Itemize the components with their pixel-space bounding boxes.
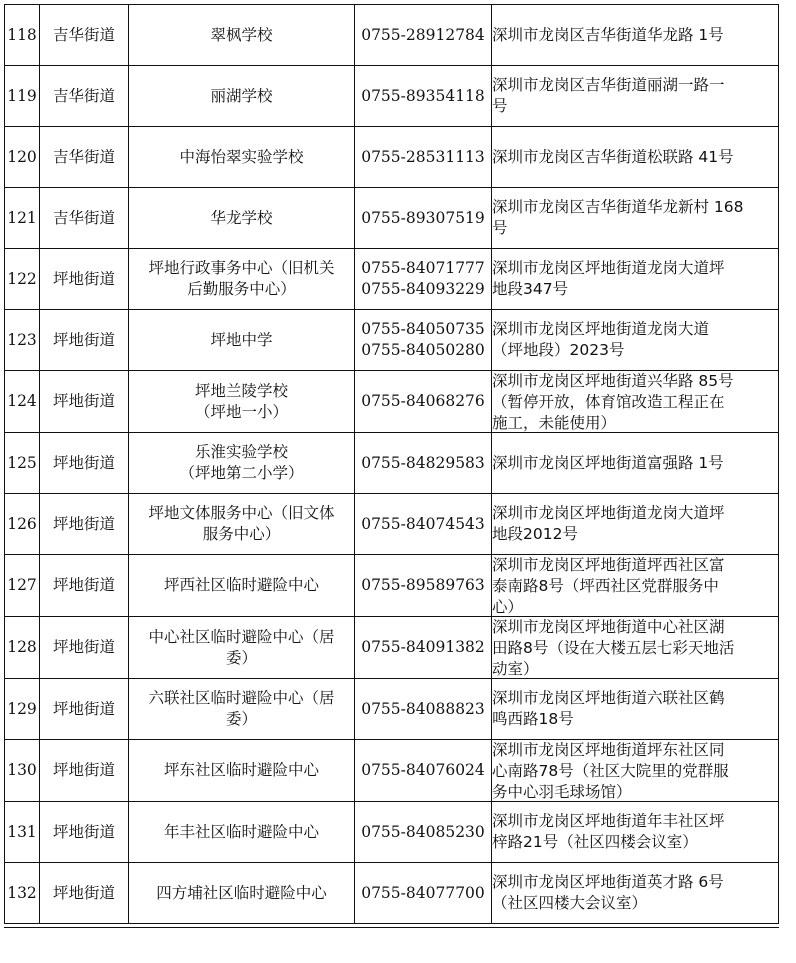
row-number-cell	[5, 802, 40, 863]
phone-cell	[355, 494, 492, 555]
phone-cell	[355, 127, 492, 188]
shelter-name-line: （坪地第二小学）	[179, 464, 304, 482]
shelter-name-line: 服务中心）	[202, 525, 281, 543]
address-line: 动室）	[492, 660, 539, 678]
street-cell	[40, 188, 129, 249]
shelter-name-cell	[129, 249, 355, 310]
address-text	[492, 688, 778, 730]
table-row	[5, 494, 779, 555]
shelter-table-body	[5, 5, 779, 924]
address-text	[492, 555, 778, 616]
row-number: 118	[7, 25, 37, 44]
row-number-cell	[5, 494, 40, 555]
street-cell	[40, 127, 129, 188]
street-name: 坪地街道	[52, 392, 115, 410]
address-line: 深圳市龙岗区吉华街道丽湖一路一	[492, 76, 725, 94]
row-number: 122	[7, 269, 37, 288]
table-row	[5, 127, 779, 188]
address-cell	[492, 66, 779, 127]
row-number: 125	[7, 453, 37, 472]
phone-number: 0755-84074543	[361, 514, 485, 533]
street-name: 坪地街道	[52, 514, 115, 533]
phone-number: 0755-84088823	[361, 699, 485, 718]
phone-number: 0755-84050280	[361, 341, 485, 359]
shelter-name-line: 年丰社区临时避险中心	[163, 822, 319, 841]
phone-number: 0755-84085230	[361, 822, 485, 841]
address-line: 深圳市龙岗区坪地街道坪西社区富	[492, 556, 725, 574]
row-number-cell	[5, 188, 40, 249]
address-line: 深圳市龙岗区吉华街道华龙路 1号	[492, 25, 724, 44]
phone-cell	[355, 371, 492, 433]
row-number-cell	[5, 679, 40, 740]
shelter-name-cell	[129, 310, 355, 371]
shelter-name-line: 乐淮实验学校	[194, 443, 288, 461]
address-line: 深圳市龙岗区坪地街道龙岗大道坪	[492, 504, 725, 522]
phone-cell	[355, 433, 492, 494]
phone-number: 0755-28912784	[361, 25, 485, 44]
phone-number: 0755-84050735	[361, 320, 485, 338]
row-number: 132	[7, 883, 37, 902]
address-text	[492, 503, 778, 545]
table-row	[5, 679, 779, 740]
row-number-cell	[5, 127, 40, 188]
address-text	[492, 75, 778, 117]
row-number: 127	[7, 576, 37, 594]
phone-cell	[355, 310, 492, 371]
shelter-name-line: 后勤服务中心）	[187, 280, 296, 298]
phone-number: 0755-89589763	[361, 576, 485, 594]
row-number-cell	[5, 249, 40, 310]
shelter-name-line: 丽湖学校	[210, 86, 273, 105]
table-row	[5, 249, 779, 310]
phone-number: 0755-84091382	[361, 638, 485, 656]
address-line: 深圳市龙岗区坪地街道年丰社区坪	[492, 812, 725, 830]
street-name: 坪地街道	[52, 638, 115, 656]
street-name: 坪地街道	[52, 576, 115, 594]
shelter-name-line: 坪东社区临时避险中心	[163, 761, 319, 779]
shelter-name-line: 坪地行政事务中心（旧机关	[148, 259, 335, 277]
street-cell	[40, 310, 129, 371]
table-row	[5, 433, 779, 494]
row-number: 119	[7, 86, 37, 105]
shelter-name-cell	[129, 5, 355, 66]
street-cell	[40, 5, 129, 66]
street-cell	[40, 679, 129, 740]
shelter-name-cell	[129, 494, 355, 555]
row-number: 126	[7, 514, 37, 533]
address-line: 深圳市龙岗区吉华街道松联路 41号	[492, 147, 734, 166]
street-name: 吉华街道	[52, 147, 115, 166]
table-row	[5, 5, 779, 66]
street-cell	[40, 863, 129, 924]
street-name: 坪地街道	[52, 761, 115, 779]
street-name: 吉华街道	[52, 208, 115, 227]
address-line: 号	[492, 97, 508, 115]
address-text	[492, 872, 778, 914]
shelter-name-cell	[129, 740, 355, 802]
shelter-name-line: （坪地一小）	[194, 402, 288, 421]
phone-number: 0755-84829583	[361, 453, 485, 472]
shelter-name-line: 坪地兰陵学校	[194, 381, 288, 400]
street-name: 坪地街道	[52, 699, 115, 718]
row-number-cell	[5, 740, 40, 802]
address-line: 深圳市龙岗区坪地街道龙岗大道坪	[492, 259, 725, 277]
row-number: 124	[7, 392, 37, 410]
street-cell	[40, 555, 129, 617]
address-cell	[492, 310, 779, 371]
street-name: 坪地街道	[52, 269, 115, 288]
phone-number: 0755-89354118	[361, 86, 485, 105]
phone-number: 0755-84068276	[361, 392, 485, 410]
phone-number: 0755-84076024	[361, 761, 485, 779]
row-number: 130	[7, 761, 37, 779]
address-cell	[492, 617, 779, 679]
address-line: 深圳市龙岗区坪地街道六联社区鹤	[492, 689, 725, 707]
shelter-name-line: 委）	[225, 648, 257, 667]
table-row	[5, 188, 779, 249]
table-row	[5, 802, 779, 863]
address-text	[492, 25, 778, 46]
table-row	[5, 863, 779, 924]
table-row	[5, 66, 779, 127]
address-cell	[492, 494, 779, 555]
street-cell	[40, 617, 129, 679]
shelter-name-cell	[129, 66, 355, 127]
shelter-name-line: 坪地文体服务中心（旧文体	[148, 504, 335, 522]
phone-cell	[355, 617, 492, 679]
table-row	[5, 555, 779, 617]
address-line: 深圳市龙岗区吉华街道华龙新村 168	[492, 198, 744, 216]
row-number: 131	[7, 822, 37, 841]
shelter-name-line: 华龙学校	[210, 208, 273, 227]
address-line: 心南路78号（社区大院里的党群服	[492, 762, 729, 780]
shelter-name-cell	[129, 617, 355, 679]
shelter-name-cell	[129, 555, 355, 617]
address-text	[492, 258, 778, 300]
phone-cell	[355, 249, 492, 310]
address-line: 心）	[492, 598, 524, 616]
street-cell	[40, 494, 129, 555]
row-number-cell	[5, 433, 40, 494]
street-name: 吉华街道	[52, 25, 115, 44]
row-number: 123	[7, 330, 37, 349]
row-number-cell	[5, 863, 40, 924]
address-cell	[492, 371, 779, 433]
address-line: 鸣西路18号	[492, 710, 574, 728]
row-number-cell	[5, 310, 40, 371]
address-cell	[492, 555, 779, 617]
address-cell	[492, 188, 779, 249]
phone-cell	[355, 66, 492, 127]
row-number: 129	[7, 699, 37, 718]
address-line: 深圳市龙岗区坪地街道富强路 1号	[492, 453, 724, 472]
address-text	[492, 147, 778, 168]
address-line: 深圳市龙岗区坪地街道龙岗大道	[492, 320, 710, 338]
street-cell	[40, 433, 129, 494]
phone-cell	[355, 679, 492, 740]
street-cell	[40, 802, 129, 863]
address-line: 务中心羽毛球场馆）	[492, 783, 632, 801]
shelter-name-line: 坪西社区临时避险中心	[163, 576, 319, 594]
address-line: 深圳市龙岗区坪地街道中心社区湖	[492, 618, 725, 636]
address-line: 地段347号	[492, 280, 569, 298]
street-cell	[40, 371, 129, 433]
row-number: 128	[7, 638, 37, 656]
address-text	[492, 811, 778, 853]
row-number: 121	[7, 208, 37, 227]
address-text	[492, 371, 778, 432]
address-line: 田路8号（设在大楼五层七彩天地活	[492, 639, 735, 657]
address-text	[492, 319, 778, 361]
table-row	[5, 617, 779, 679]
address-cell	[492, 863, 779, 924]
address-text	[492, 197, 778, 239]
street-name: 坪地街道	[52, 883, 115, 902]
shelter-table	[4, 4, 779, 924]
shelter-name-cell	[129, 433, 355, 494]
shelter-name-line: 坪地中学	[210, 330, 273, 349]
table-row	[5, 310, 779, 371]
phone-cell	[355, 188, 492, 249]
table-row	[5, 371, 779, 433]
phone-cell	[355, 740, 492, 802]
shelter-name-line: 中心社区临时避险中心（居	[148, 627, 335, 646]
address-line: （坪地段）2023号	[492, 341, 625, 359]
shelter-name-line: 六联社区临时避险中心（居	[148, 689, 335, 707]
street-name: 坪地街道	[52, 453, 115, 472]
row-number-cell	[5, 5, 40, 66]
shelter-name-cell	[129, 188, 355, 249]
shelter-name-cell	[129, 679, 355, 740]
address-text	[492, 740, 778, 801]
row-number: 120	[7, 147, 37, 166]
street-name: 坪地街道	[52, 330, 115, 349]
address-cell	[492, 679, 779, 740]
row-number-cell	[5, 66, 40, 127]
row-number-cell	[5, 371, 40, 433]
address-line: 梓路21号（社区四楼会议室）	[492, 833, 698, 851]
address-line: 深圳市龙岗区坪地街道英才路 6号	[492, 873, 724, 891]
shelter-name-cell	[129, 371, 355, 433]
shelter-name-line: 四方埔社区临时避险中心	[156, 883, 327, 902]
phone-number: 0755-84093229	[361, 280, 485, 298]
phone-number: 0755-84077700	[361, 883, 485, 902]
address-cell	[492, 740, 779, 802]
address-line: （社区四楼大会议室）	[492, 894, 648, 912]
address-line: 泰南路8号（坪西社区党群服务中	[492, 577, 719, 595]
address-line: 地段2012号	[492, 525, 578, 543]
phone-number: 0755-28531113	[361, 147, 485, 166]
shelter-name-line: 翠枫学校	[210, 25, 273, 44]
phone-number: 0755-89307519	[361, 208, 485, 227]
address-text	[492, 453, 778, 474]
address-cell	[492, 433, 779, 494]
bottom-rule	[4, 927, 779, 928]
address-line: 施工，未能使用）	[492, 414, 617, 432]
address-line: （暂停开放，体育馆改造工程正在	[492, 393, 725, 411]
address-text	[492, 617, 778, 678]
phone-number: 0755-84071777	[361, 259, 485, 277]
shelter-name-line: 中海怡翠实验学校	[179, 147, 304, 166]
phone-cell	[355, 802, 492, 863]
street-name: 吉华街道	[52, 86, 115, 105]
address-cell	[492, 5, 779, 66]
street-name: 坪地街道	[52, 822, 115, 841]
address-cell	[492, 802, 779, 863]
row-number-cell	[5, 555, 40, 617]
shelter-name-cell	[129, 863, 355, 924]
address-line: 深圳市龙岗区坪地街道兴华路 85号	[492, 372, 734, 390]
address-cell	[492, 249, 779, 310]
phone-cell	[355, 863, 492, 924]
street-cell	[40, 740, 129, 802]
phone-cell	[355, 555, 492, 617]
shelter-name-cell	[129, 127, 355, 188]
shelter-name-cell	[129, 802, 355, 863]
row-number-cell	[5, 617, 40, 679]
phone-cell	[355, 5, 492, 66]
street-cell	[40, 249, 129, 310]
shelter-name-line: 委）	[225, 710, 257, 728]
street-cell	[40, 66, 129, 127]
address-line: 深圳市龙岗区坪地街道坪东社区同	[492, 741, 725, 759]
address-line: 号	[492, 219, 508, 237]
address-cell	[492, 127, 779, 188]
table-row	[5, 740, 779, 802]
